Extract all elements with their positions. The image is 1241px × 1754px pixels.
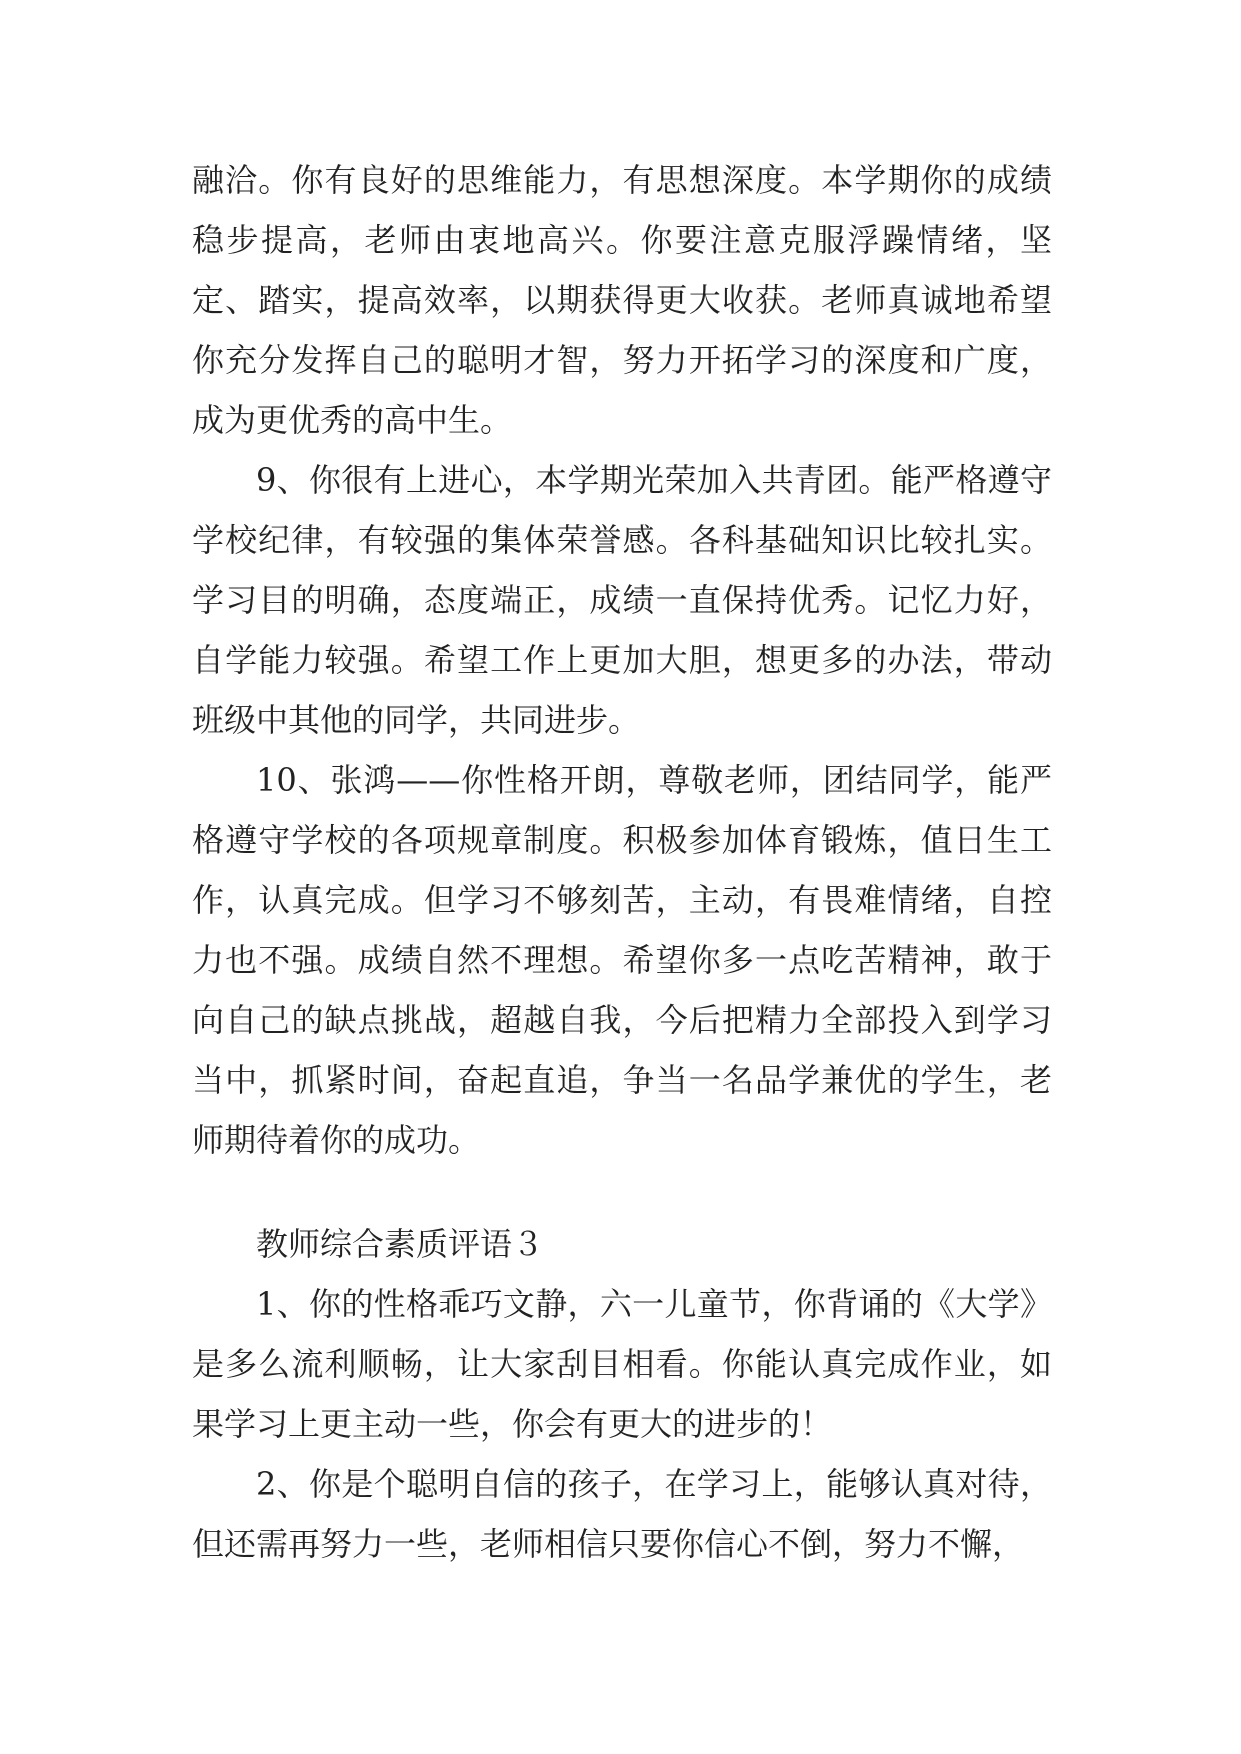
paragraph-comment-10: 10、张鸿——你性格开朗，尊敬老师，团结同学，能严格遵守学校的各项规章制度。积极参加体育锻炼，值日生工作，认真完成。但学习不够刻苦，主动，有畏难情绪，自控力也不强。成绩自然不理想。希望你多一点吃苦精神，敢于向自己的缺点挑战，超越自我，今后把精力全部投入到学习当中，抓紧时间，奋起直追，争当一名品学兼优的学生，老师期待着你的成功。 bbox=[192, 761, 1052, 1159]
paragraph-comment-2: 2、你是个聪明自信的孩子，在学习上，能够认真对待，但还需再努力一些，老师相信只要你信心不倒，努力不懈， bbox=[192, 1465, 1052, 1563]
section-heading: 教师综合素质评语３ bbox=[256, 1225, 545, 1263]
paragraph-comment-1: 1、你的性格乖巧文静，六一儿童节，你背诵的《大学》是多么流利顺畅，让大家刮目相看。你能认真完成作业，如果学习上更主动一些，你会有更大的进步的！ bbox=[192, 1285, 1052, 1443]
paragraph-comment-9: 9、你很有上进心，本学期光荣加入共青团。能严格遵守学校纪律，有较强的集体荣誉感。各科基础知识比较扎实。学习目的明确，态度端正，成绩一直保持优秀。记忆力好，自学能力较强。希望工作上更加大胆，想更多的办法，带动班级中其他的同学，共同进步。 bbox=[192, 461, 1052, 739]
paragraph-continued: 融洽。你有良好的思维能力，有思想深度。本学期你的成绩稳步提高，老师由衷地高兴。你要注意克服浮躁情绪，坚定、踏实，提高效率，以期获得更大收获。老师真诚地希望你充分发挥自己的聪明才智，努力开拓学习的深度和广度，成为更优秀的高中生。 bbox=[192, 161, 1052, 439]
document-page bbox=[192, 150, 1052, 1574]
